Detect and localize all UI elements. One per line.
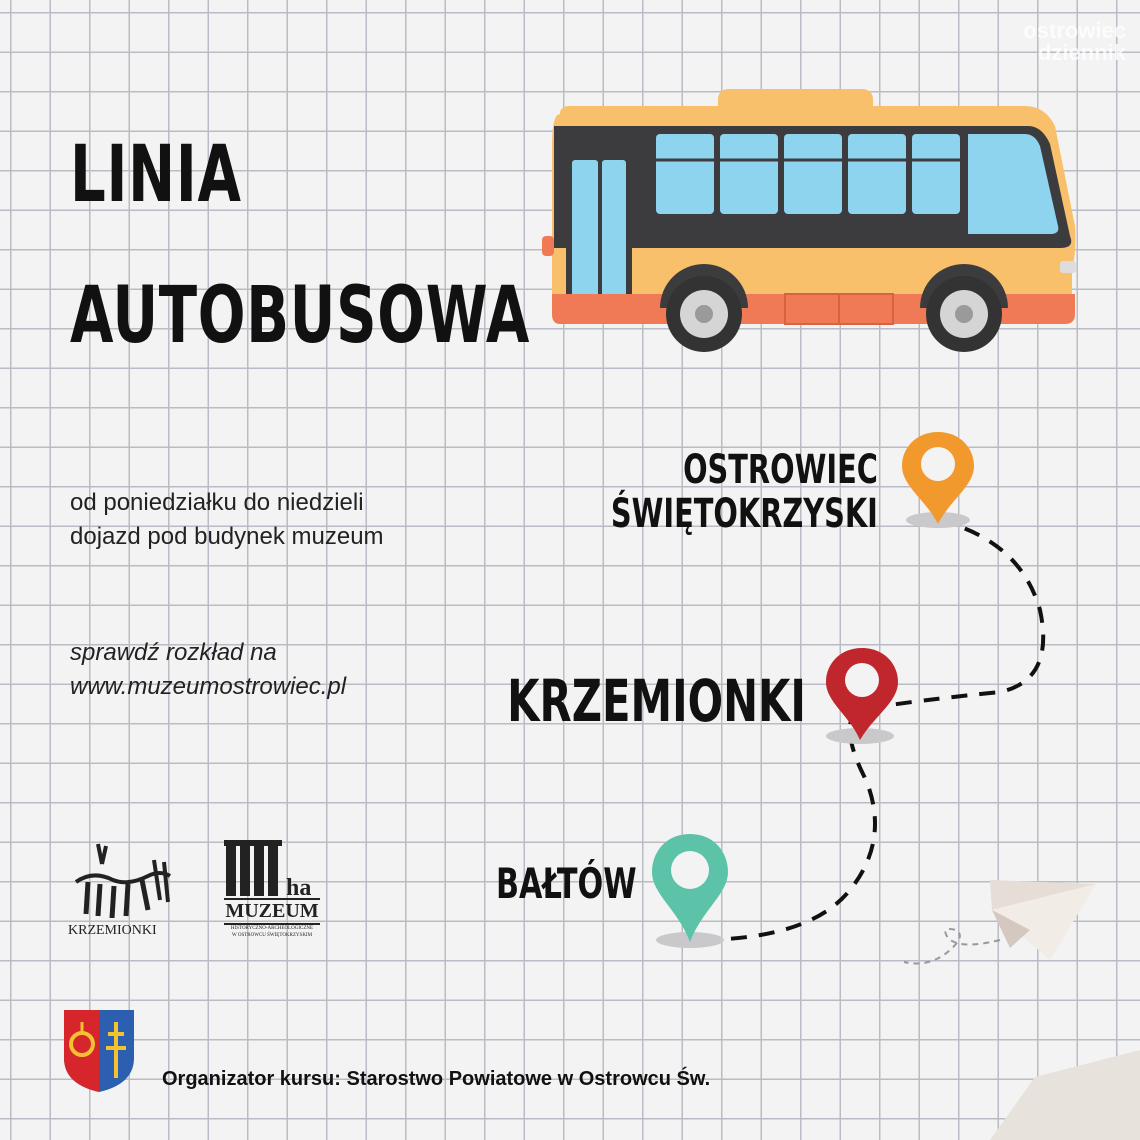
- muzeum-mark: ha: [286, 875, 312, 901]
- muzeum-subtitle-2: W OSTROWCU ŚWIĘTOKRZYSKIM: [231, 933, 313, 938]
- muzeum-logo: [224, 840, 324, 939]
- krzemionki-mark-icon: [68, 840, 178, 918]
- orange-pin-icon: [898, 428, 978, 533]
- page-title-line1: LINIA: [70, 130, 242, 220]
- organizer-text: Organizator kursu: Starostwo Powiatowe w Ostrowcu Św.: [162, 1068, 711, 1090]
- red-pin-icon: [822, 644, 902, 749]
- green-pin-icon: [648, 830, 732, 950]
- muzeum-subtitle-1: HISTORYCZNO-ARCHEOLOGICZNE: [230, 926, 314, 931]
- stop-ostrowiec-line1: OSTROWIEC: [683, 447, 878, 493]
- timetable-line1: sprawdź rozkład na: [70, 639, 277, 666]
- stop-baltow: BAŁTÓW: [496, 859, 637, 908]
- schedule-line2: dojazd pod budynek muzeum: [70, 523, 384, 550]
- krzemionki-logo-label: KRZEMIONKI: [68, 923, 157, 938]
- paper-corner: [990, 1050, 1140, 1140]
- krzemionki-logo: [68, 840, 178, 939]
- stop-krzemionki: KRZEMIONKI: [507, 667, 806, 735]
- coat-of-arms-icon: [62, 1008, 136, 1094]
- stop-ostrowiec-line2: ŚWIĘTOKRZYSKI: [610, 491, 878, 537]
- muzeum-logo-label: MUZEUM: [224, 898, 320, 925]
- timetable-url[interactable]: www.muzeumostrowiec.pl: [70, 673, 347, 700]
- watermark-line1: ostrowiec: [1023, 18, 1126, 43]
- bus-icon: [530, 86, 1080, 356]
- page-title-line2: AUTOBUSOWA: [70, 271, 531, 361]
- schedule-text: [70, 486, 384, 554]
- muzeum-columns-icon: [224, 840, 286, 898]
- schedule-line1: od poniedziałku do niedzieli: [70, 489, 364, 516]
- stop-ostrowiec: [611, 448, 878, 536]
- watermark: [1023, 20, 1126, 64]
- paper-plane-icon: [900, 870, 1100, 980]
- timetable-info: [70, 636, 346, 704]
- watermark-line2: dziennik: [1037, 40, 1126, 65]
